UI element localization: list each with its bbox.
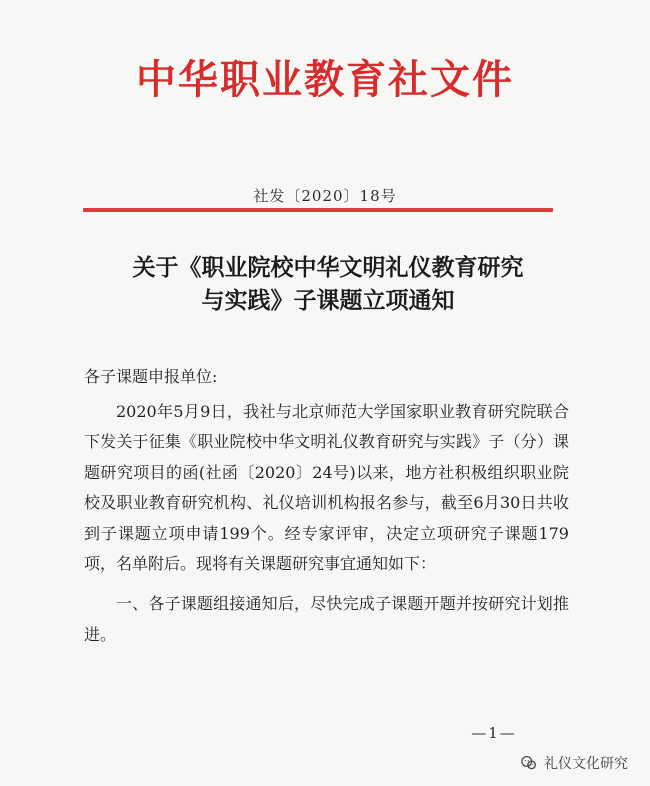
notice-title (88, 252, 568, 319)
red-divider-line (83, 208, 553, 212)
salutation: 各子课题申报单位: (84, 367, 218, 386)
document-number: 社发〔2020〕18号 (253, 187, 397, 205)
notice-title-line-1: 关于《职业院校中华文明礼仪教育研究 (132, 255, 524, 281)
organization-header: 中华职业教育社文件 (136, 57, 514, 103)
notice-title-line-2: 与实践》子课题立项通知 (201, 288, 455, 315)
wechat-icon (520, 754, 538, 772)
notice-body (84, 397, 569, 660)
watermark-label: 礼仪文化研究 (544, 756, 628, 772)
page-number: —1— (471, 724, 517, 742)
watermark-brand (520, 748, 640, 778)
body-paragraph-2: 一、各子课题组接通知后，尽快完成子课题开题并按研究计划推进。 (84, 594, 569, 644)
body-paragraph-1: 2020年5月9日，我社与北京师范大学国家职业教育研究院联合下发关于征集《职业院校中华文明礼仪教育研究与实践》子（分）课题研究项目的函(社函〔2020〕24号)以来，地方社积极组织职业院校及职业教育研究机构、礼仪培训机构报名参与，截至6月30日共收到子课题立项申请199个。经专家评审，决定立项研究子课题179项，名单附后。现将有关课题研究事宜通知如下： (84, 402, 569, 573)
